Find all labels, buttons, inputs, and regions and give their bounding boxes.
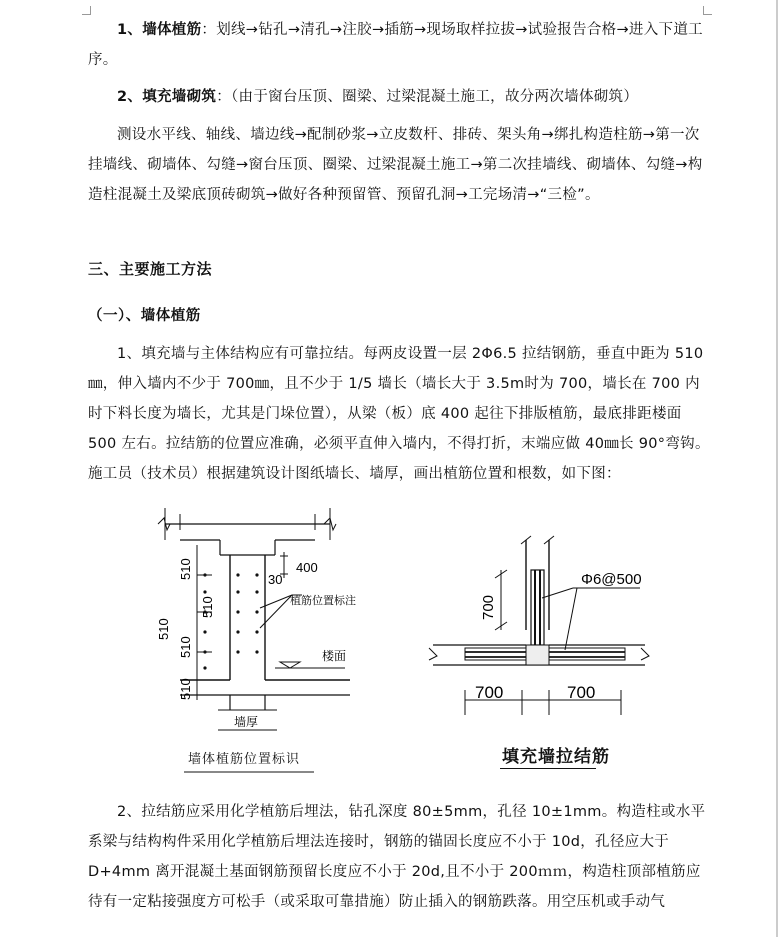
- floor-label: 楼面: [322, 649, 347, 663]
- dim-510-label: 510: [178, 558, 193, 580]
- subsection-heading: （一）、墙体植筋: [88, 308, 201, 324]
- dim-700-right: 700: [567, 683, 596, 702]
- paragraph-infill-wall: [88, 82, 714, 112]
- page-corner-mark-right: [703, 6, 712, 15]
- dim-700-vertical: 700: [480, 594, 497, 620]
- dim-400-label: 400: [296, 560, 318, 575]
- dim-510-label: 510: [200, 596, 215, 618]
- thickness-label: 墙厚: [234, 715, 259, 729]
- paragraph-text: ：划线→钻孔→清孔→注胶→插筋→现场取样拉拔→试验报告合格→进入下道工序。: [88, 22, 703, 68]
- paragraph-lead: 2、填充墙砌筑: [117, 89, 217, 105]
- paragraph-lead: 1、墙体植筋: [117, 22, 202, 38]
- paragraph-chemical-anchoring: 2、拉结筋应采用化学植筋后埋法，钻孔深度 80±5mm，孔径 10±1mm。构造柱或水平系梁与结构构件采用化学植筋后埋法连接时，钢筋的锚固长度应不小于 10d，孔径应大于 D+4mm 离开混凝土基面钢筋预留长度应不小于 20d,且不小于 200ｍｍ，构造柱顶部植筋应待有一定粘接强度方可松手（或采取可靠措施）防止插入的钢筋跌落。用空压机或手动气: [88, 804, 706, 910]
- paragraph-masonry-process: 测设水平线、轴线、墙边线→配制砂浆→立皮数杆、排砖、架头角→绑扎构造柱筋→第一次挂墙线、砌墙体、勾缝→窗台压顶、圈梁、过梁混凝土施工→第二次挂墙线、砌墙体、勾缝→构造柱混凝土及梁底顶砖砌筑→做好各种预留管、预留孔洞→工完场清→“三检”。: [88, 127, 703, 203]
- rebar-spec-label: Φ6@500: [581, 571, 642, 588]
- dim-510-label: 510: [156, 618, 171, 640]
- dim-510-label: 510: [178, 678, 193, 700]
- figure-caption-right: 填充墙拉结筋: [502, 747, 610, 767]
- page-corner-mark-left: [82, 6, 91, 15]
- figure-wall-rebar-position: [150, 500, 370, 790]
- paragraph-wall-rebar-steps: [88, 15, 714, 75]
- dim-30-label: 30: [268, 572, 283, 587]
- paragraph-tie-requirements: 1、填充墙与主体结构应有可靠拉结。每两皮设置一层 2Φ6.5 拉结钢筋，垂直中距为 510㎜，伸入墙内不少于 700㎜，且不少于 1/5 墙长（墙长大于 3.5m时为 700，墙长在 700 内时下料长度为墙长，尤其是门垛位置），从梁（板）底 400 起往下排版植筋，最底排距楼面 500 左右。拉结筋的位置应准确，必须平直伸入墙内，不得打折，末端应做 40㎜长 90°弯钩。施工员（技术员）根据建筑设计图纸墙长、墙厚，画出植筋位置和根数，如下图：: [88, 346, 710, 482]
- section-heading: 三、主要施工方法: [88, 260, 213, 278]
- rebar-note-label: 植筋位置标注: [290, 594, 356, 607]
- paragraph-text: ：（由于窗台压顶、圈梁、过梁混凝土施工，故分两次墙体砌筑）: [216, 89, 639, 105]
- figure-infill-wall-ties: [425, 530, 660, 730]
- figure-caption-left: 墙体植筋位置标识: [188, 752, 301, 767]
- dim-700-left: 700: [475, 683, 504, 702]
- dim-510-label: 510: [178, 636, 193, 658]
- caption-underline: [500, 768, 596, 769]
